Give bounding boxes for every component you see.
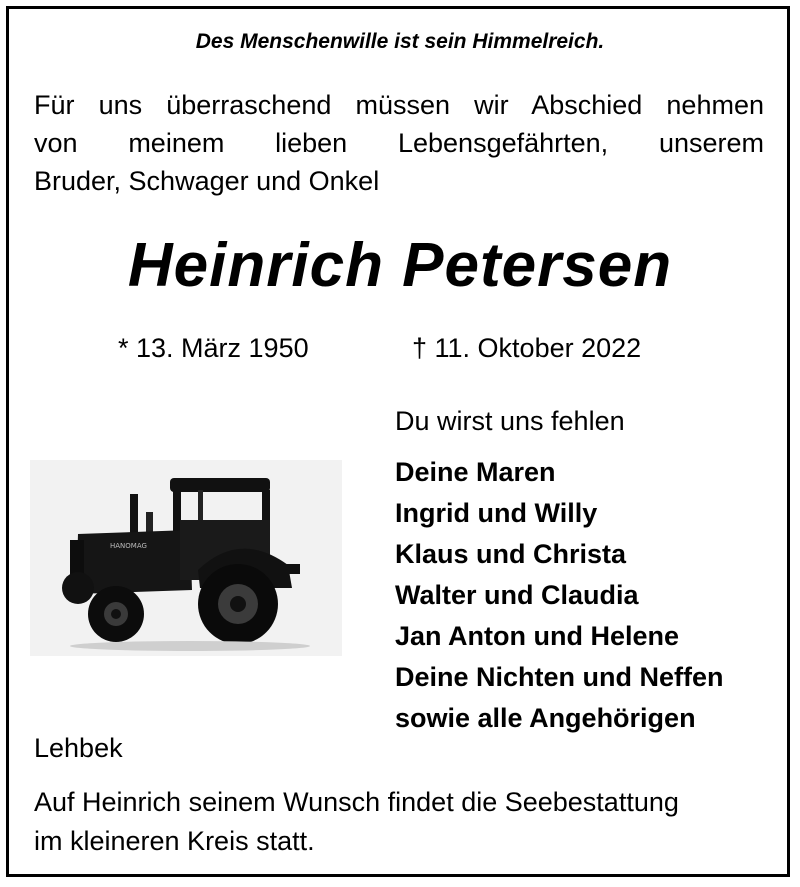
signer-item: Klaus und Christa (395, 539, 627, 569)
signer-item: Deine Maren (395, 457, 556, 487)
intro-line-2: von meinem lieben Lebensgefährten, unserem (34, 128, 764, 158)
intro-line-1: Für uns überraschend müssen wir Abschied nehmen (34, 90, 764, 120)
farewell-text: Du wirst uns fehlen (395, 406, 625, 436)
birth-date: * 13. März 1950 (118, 333, 309, 363)
signers-list (395, 452, 724, 739)
motto: Des Menschenwille ist sein Himmelreich. (195, 30, 605, 53)
closing-line-2: im kleineren Kreis statt. (34, 826, 315, 856)
signer-item: Deine Nichten und Neffen (395, 662, 724, 692)
closing-line-1: Auf Heinrich seinem Wunsch findet die Seebestattung (34, 787, 679, 817)
tractor-image (30, 460, 342, 656)
deceased-name: Heinrich Petersen (127, 231, 673, 300)
signer-item: Jan Anton und Helene (395, 621, 680, 651)
intro-text (34, 86, 764, 200)
signer-item: Walter und Claudia (395, 580, 639, 610)
signer-item: sowie alle Angehörigen (395, 703, 696, 733)
signer-item: Ingrid und Willy (395, 498, 598, 528)
closing-text (34, 783, 774, 861)
place-name: Lehbek (34, 733, 123, 763)
tractor-icon (30, 460, 342, 656)
intro-line-3: Bruder, Schwager und Onkel (34, 166, 380, 196)
tractor-plate-text: HANOMAG (110, 542, 147, 550)
death-date: † 11. Oktober 2022 (412, 333, 642, 363)
